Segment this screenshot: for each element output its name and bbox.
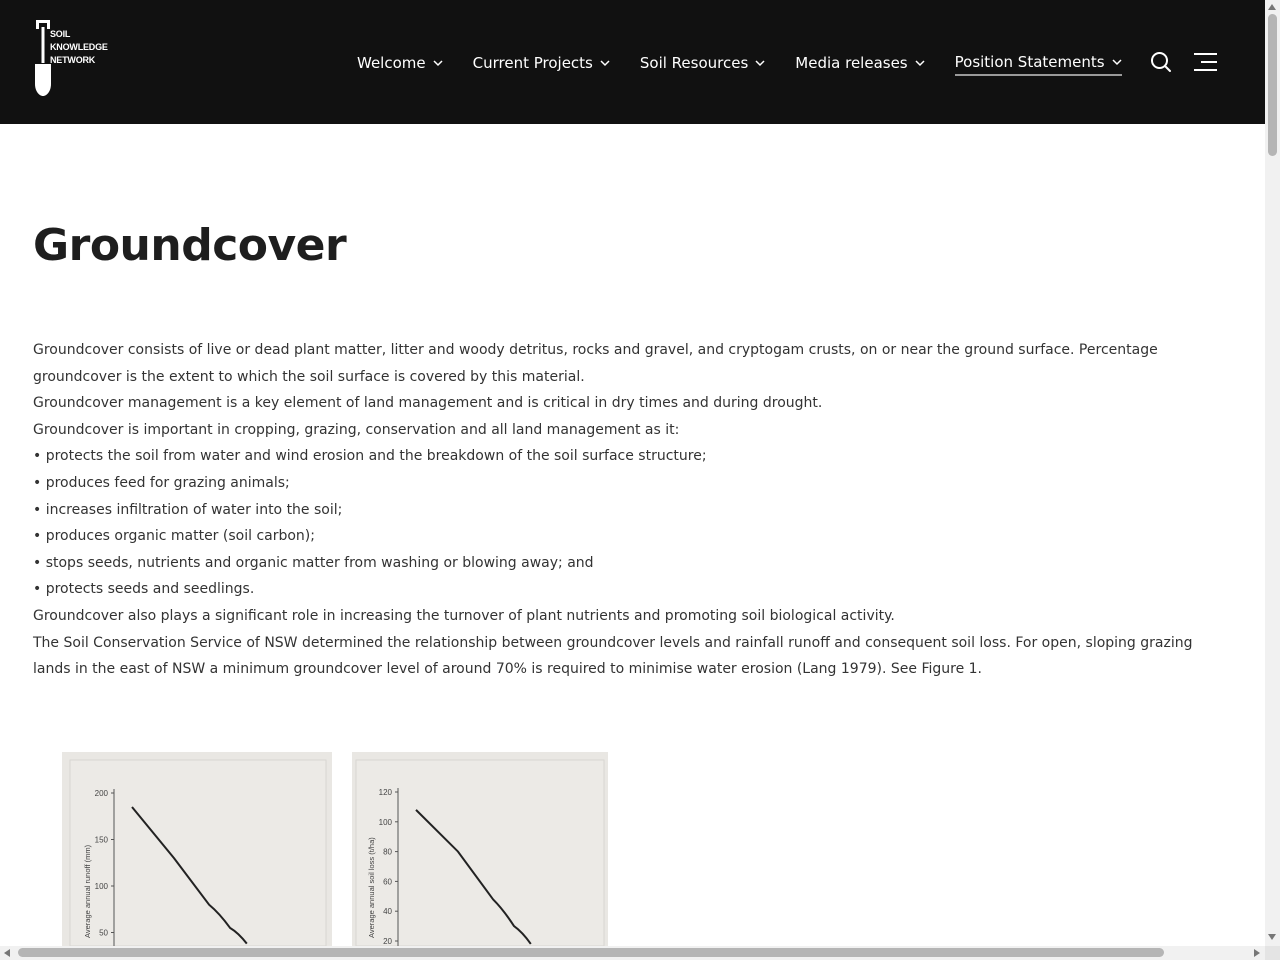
vertical-scroll-thumb[interactable]	[1268, 14, 1277, 156]
nav-item-welcome[interactable]	[357, 50, 443, 76]
bullet-item: • protects the soil from water and wind erosion and the breakdown of the soil surface structure;	[33, 448, 707, 465]
bullet-item: • stops seeds, nutrients and organic matter from washing or blowing away; and	[33, 554, 594, 571]
nav-item-label: Position Statements	[954, 53, 1105, 71]
chevron-down-icon	[915, 60, 925, 67]
paragraph: Groundcover also plays a significant role in increasing the turnover of plant nutrients and promoting soil biological activity.	[33, 607, 895, 624]
horizontal-scrollbar[interactable]	[0, 946, 1265, 960]
paragraph: Groundcover consists of live or dead plant matter, litter and woody detritus, rocks and gravel, and cryptogam crusts, on or near the ground surface. Percentage groundcover is the extent to which the soil surface is covered by this material.	[33, 342, 1158, 385]
paragraph: Groundcover management is a key element of land management and is critical in dry times and during drought.	[33, 395, 823, 412]
chart-svg	[352, 752, 608, 946]
nav-item-current-projects[interactable]	[473, 50, 610, 76]
search-icon	[1150, 51, 1172, 73]
y-tick-label: 200	[94, 789, 108, 798]
y-tick-label: 120	[378, 788, 392, 797]
nav-item-label: Soil Resources	[639, 54, 749, 72]
y-tick-label: 100	[378, 817, 392, 827]
bullet-item: • produces feed for grazing animals;	[33, 474, 290, 491]
chart-panel	[356, 760, 604, 946]
paragraph: The Soil Conservation Service of NSW determined the relationship between groundcover levels and rainfall runoff and consequent soil loss. For open, sloping grazing lands in the east of NSW a minimum groundcover level of around 70% is required to minimise water erosion (Lang 1979). See Figure 1.	[33, 634, 1193, 678]
y-axis-label: Average annual soil loss (t/ha)	[367, 837, 376, 938]
logo-line: KNOWLEDGE	[50, 42, 108, 52]
logo-line: SOIL	[50, 29, 71, 39]
vertical-scrollbar[interactable]	[1265, 0, 1280, 946]
y-tick-label: 100	[94, 882, 108, 891]
y-tick-label: 60	[383, 877, 392, 887]
y-tick-label: 40	[383, 907, 392, 917]
runoff-chart	[62, 752, 332, 946]
chevron-down-icon	[600, 60, 610, 67]
chevron-down-icon	[1112, 59, 1122, 66]
nav-item-label: Media releases	[795, 54, 908, 72]
sidebar-menu-icon	[1193, 52, 1218, 72]
figure-1	[62, 752, 622, 946]
nav-item-label: Welcome	[357, 54, 426, 72]
nav-item-soil-resources[interactable]	[640, 50, 765, 76]
bullet-item: • protects seeds and seedlings.	[33, 581, 255, 598]
site-header	[0, 0, 1265, 124]
scrollbar-corner	[1265, 946, 1280, 960]
y-tick-label: 80	[383, 847, 392, 857]
bullet-item: • produces organic matter (soil carbon);	[33, 528, 315, 545]
nav-item-position-statements[interactable]	[955, 50, 1122, 76]
sidebar-menu-button[interactable]	[1193, 52, 1218, 72]
chart-svg	[62, 752, 332, 946]
chevron-down-icon	[755, 60, 765, 67]
bullet-item: • increases infiltration of water into the soil;	[33, 501, 343, 518]
scroll-down-arrow[interactable]	[1268, 934, 1276, 940]
logo-line: NETWORK	[50, 55, 96, 65]
search-button[interactable]	[1150, 51, 1172, 73]
scroll-right-arrow[interactable]	[1254, 949, 1260, 957]
chart-panel	[70, 760, 326, 946]
soil-loss-chart	[352, 752, 608, 946]
site-logo[interactable]	[34, 18, 108, 98]
scroll-up-arrow[interactable]	[1268, 4, 1276, 10]
article-body	[33, 337, 1228, 683]
page-title: Groundcover	[33, 220, 347, 271]
y-tick-label: 20	[383, 937, 392, 946]
y-axis-label: Average annual runoff (mm)	[83, 844, 92, 938]
y-tick-label: 150	[94, 835, 108, 845]
chevron-down-icon	[433, 60, 443, 67]
y-tick-label: 50	[99, 928, 108, 938]
nav-item-label: Current Projects	[472, 54, 593, 72]
paragraph: Groundcover is important in cropping, grazing, conservation and all land management as it:	[33, 421, 680, 438]
logo-text	[50, 28, 108, 67]
nav-item-media-releases[interactable]	[795, 50, 924, 76]
horizontal-scroll-thumb[interactable]	[18, 948, 1164, 957]
scroll-left-arrow[interactable]	[4, 949, 10, 957]
main-nav	[357, 50, 1152, 76]
